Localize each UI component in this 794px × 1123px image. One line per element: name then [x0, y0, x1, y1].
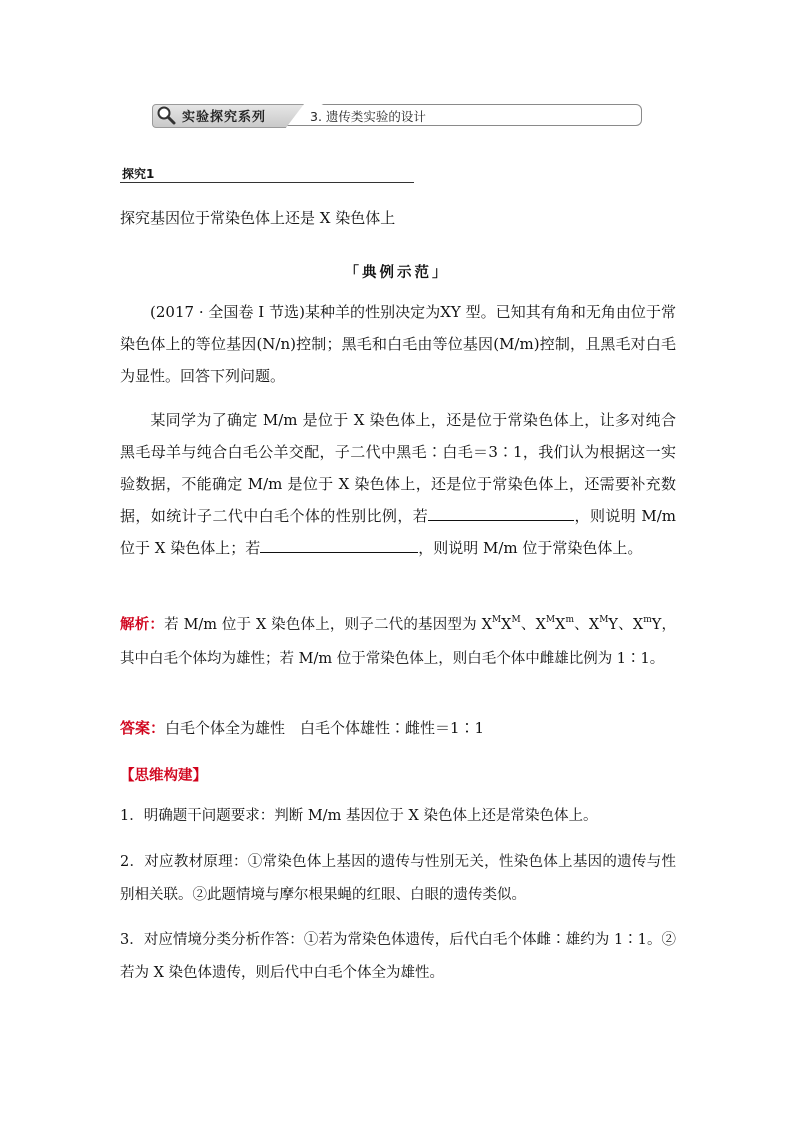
- genotype-superscript: M: [491, 615, 502, 625]
- analysis-text: 、X: [520, 617, 546, 633]
- thinking-point-3: 3．对应情境分类分析作答：①若为常染色体遗传，后代白毛个体雌∶雄约为 1∶1。②若为 X 染色体遗传，则后代中白毛个体全为雄性。: [120, 932, 676, 981]
- question-text-1: (2017 · 全国卷 Ⅰ 节选)某种羊的性别决定为XY 型。已知其有角和无角由位于常染色体上的等位基因(N/n)控制；黑毛和白毛由等位基因(M/m)控制，且黑毛对白毛为显性。回答下列问题。: [120, 303, 676, 385]
- thinking-heading: 【思维构建】: [120, 767, 207, 784]
- question-paragraph-2: [120, 404, 676, 564]
- genotype-superscript: m: [643, 615, 652, 625]
- magnifier-icon: [156, 105, 176, 125]
- thinking-point-2: 2．对应教材原理：①常染色体上基因的遗传与性别无关，性染色体上基因的遗传与性别相关联。②此题情境与摩尔根果蝇的红眼、白眼的遗传类似。: [120, 854, 676, 903]
- analysis-text: Y，其中白毛个体均为雄性；若 M/m 位于常染色体上，则白毛个体中雌雄比例为 1∶1。: [120, 617, 676, 667]
- topic-heading: 探究基因位于常染色体上还是 X 染色体上: [120, 209, 396, 227]
- analysis-text: 、X: [573, 617, 600, 633]
- answer-text: 白毛个体全为雄性 白毛个体雄性∶雌性＝1∶1: [165, 719, 485, 737]
- thinking-point-1: 1．明确题干问题要求：判断 M/m 基因位于 X 染色体上还是常染色体上。: [120, 808, 598, 824]
- analysis-label: 解析：: [120, 616, 165, 633]
- analysis-text: X: [501, 617, 512, 633]
- answer-blank-1[interactable]: [428, 504, 574, 521]
- analysis-text: X: [555, 617, 566, 633]
- genotype-superscript: M: [511, 615, 521, 625]
- analysis-block: [120, 603, 676, 676]
- genotype-superscript: m: [565, 615, 574, 625]
- question-paragraph-1: [120, 296, 676, 392]
- question-text-2c: ，则说明 M/m 位于常染色体上。: [418, 539, 643, 557]
- example-heading: 「典例示范」: [344, 264, 450, 281]
- section-divider: [120, 182, 414, 183]
- banner-series-title: 实验探究系列: [182, 110, 267, 125]
- genotype-superscript: M: [599, 615, 609, 625]
- analysis-text: Y、X: [608, 617, 644, 633]
- analysis-text: 若 M/m 位于 X 染色体上，则子二代的基因型为 X: [164, 617, 492, 633]
- series-banner: [152, 104, 642, 126]
- section-label: 探究1: [122, 167, 155, 181]
- question-text-2b: ，则说明 M/m 位于 X 染色体上；若: [120, 507, 676, 557]
- question-text-2a: 某同学为了确定 M/m 是位于 X 染色体上，还是位于常染色体上，让多对纯合黑毛母羊与纯合白毛公羊交配，子二代中黑毛∶白毛＝3∶1，我们认为根据这一实验数据，不能确定 M/m 是位于 X 染色体上，还是位于常染色体上，还需要补充数据，如统计子二代中白毛个体的性别比例，若: [120, 411, 676, 525]
- answer-blank-2[interactable]: [260, 536, 418, 553]
- banner-subtitle: 3. 遗传类实验的设计: [310, 109, 426, 124]
- answer-label: 答案：: [120, 719, 166, 737]
- genotype-superscript: M: [545, 615, 556, 625]
- answer-block: [120, 714, 676, 742]
